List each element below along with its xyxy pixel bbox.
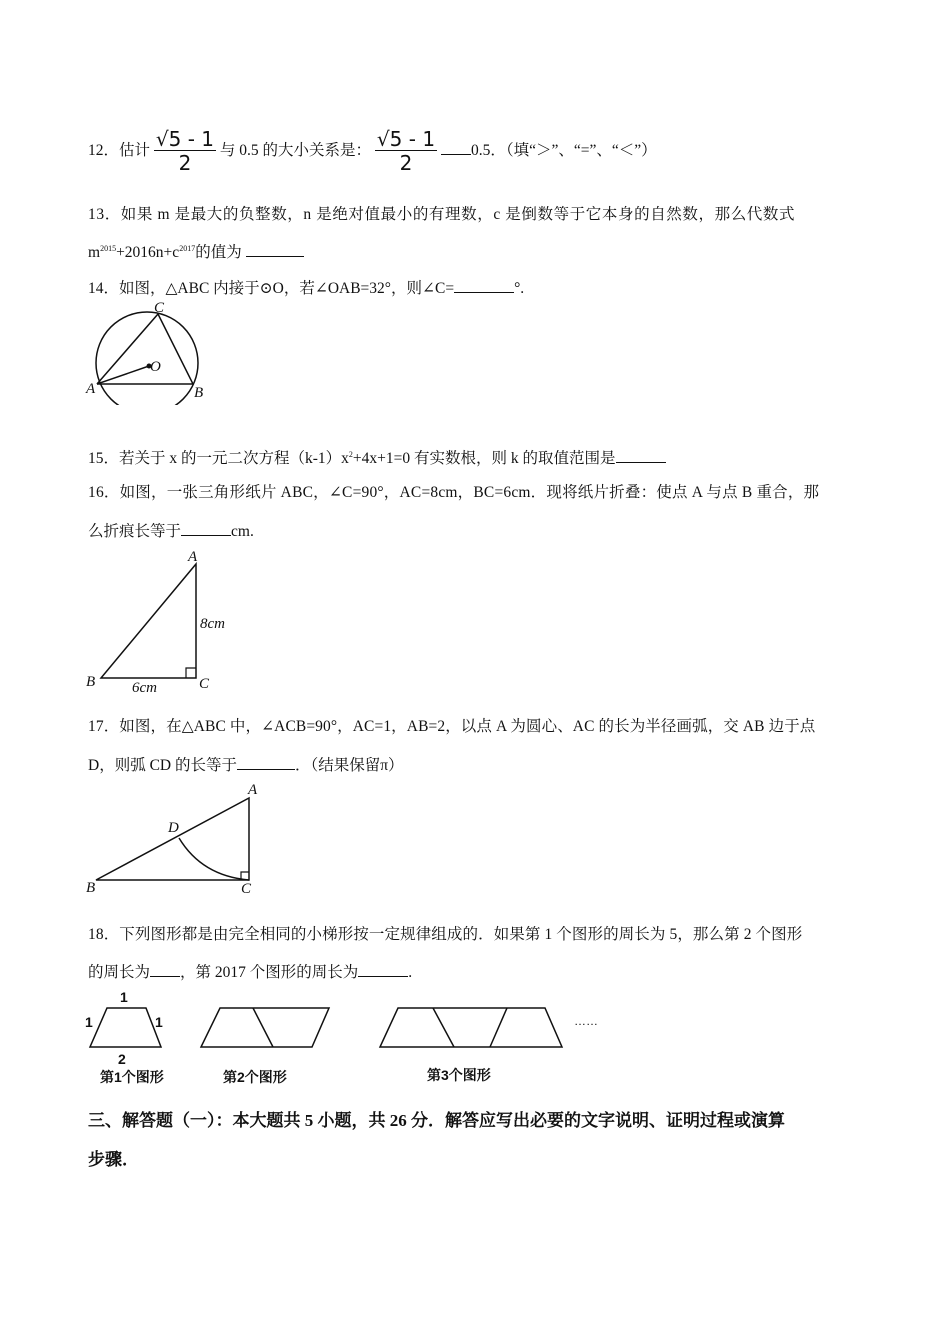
divider-line [253,1008,273,1047]
triangle-abc [96,798,249,880]
label-b: B [194,385,204,401]
label-a: A [248,782,258,798]
divider-line [433,1008,454,1047]
label-b: B [86,880,96,896]
section-3-heading-line-2 [88,1145,139,1170]
q15-text: 15．若关于 x 的一元二次方程（k-1）x [88,450,349,467]
q13-text: 13．如果 m 是最大的负整数，n 是绝对值最小的有理数，c 是倒数等于它本身的自然数，那么代数式 [88,206,796,223]
answer-blank[interactable] [454,278,514,293]
question-18-line-2 [88,960,412,982]
q15-exponent: 2 [348,450,353,459]
question-17-line-1 [88,714,815,736]
q12-prefix: 12．估计 [88,142,151,160]
caption-figure-2: 第2个图形 [223,1069,287,1085]
q14-text-after: °. [514,280,525,297]
q12-frac2-denominator: 2 [399,151,413,175]
figure-16-triangle [82,545,242,695]
caption-figure-1: 第1个图形 [100,1069,164,1085]
section-3-heading-line-1 [88,1106,785,1131]
sqrt-symbol-icon: √ [376,127,390,151]
answer-blank[interactable] [237,755,295,770]
q17-text-after: ．（结果保留π） [294,757,404,774]
answer-blank[interactable] [358,962,408,977]
answer-blank[interactable] [246,242,304,257]
q13-exponent-1: 2015 [100,244,117,253]
figure-17-triangle-arc [82,778,272,898]
q12-frac2-numerator: 5 - 1 [389,127,436,151]
q12-fraction-1 [154,128,216,175]
label-left-length: 1 [85,1014,93,1030]
figure-18-trapezoids [80,985,640,1095]
question-16-line-2 [88,519,254,541]
sqrt-symbol-icon: √ [155,127,169,151]
q18-text-c: . [408,964,413,981]
q12-after: 0.5．（填“＞”、“=”、“＜”） [470,142,657,160]
question-16-line-1 [88,480,819,502]
q16-text-after: cm. [231,523,254,540]
answer-blank[interactable] [150,962,180,977]
label-c: C [154,300,165,316]
answer-blank[interactable] [616,448,666,463]
q18-text: 18．下列图形都是由完全相同的小梯形按一定规律组成的．如果第 1 个图形的周长为 5，那么第 2 个图形 [88,926,803,943]
q16-text: 16．如图，一张三角形纸片 ABC，∠C=90°，AC=8cm，BC=6cm．现将纸片折叠：使点 A 与点 B 重合，那 [88,484,820,501]
q18-text-a: 的周长为 [88,964,151,981]
divider-line [490,1008,507,1047]
label-c: C [199,676,210,692]
figure-14-circle [82,300,212,405]
right-angle-mark [186,668,196,678]
label-c: C [241,881,252,897]
label-a: A [86,381,96,397]
q12-fraction-2 [375,128,437,175]
q16-text-2: 么折痕长等于 [88,523,182,540]
label-ac-length: 8cm [200,616,225,632]
answer-blank[interactable] [181,521,231,536]
question-15 [88,446,666,468]
q18-text-b: ，第 2017 个图形的周长为 [180,964,359,981]
shape-figure-2 [201,1008,329,1047]
q13-tail: 的值为 [195,244,242,261]
section-3-text: 三、解答题（一）：本大题共 5 小题，共 26 分．解答应写出必要的文字说明、证明过程或演算 [88,1111,785,1130]
question-13-line-2 [88,240,304,262]
q17-text: 17．如图，在△ABC 中，∠ACB=90°，AC=1，AB=2，以点 A 为圆心、AC 的长为半径画弧，交 AB 边于点 [88,718,816,735]
label-bottom-length: 2 [118,1051,126,1067]
label-o: O [150,359,161,375]
label-top-length: 1 [120,989,128,1005]
q15-text-after: +4x+1=0 有实数根，则 k 的取值范围是 [352,450,616,467]
label-d: D [168,820,179,836]
q17-text-2: D，则弧 CD 的长等于 [88,757,237,774]
question-17-line-2 [88,753,404,775]
shape-figure-3 [380,1008,562,1047]
q12-frac1-numerator: 5 - 1 [168,127,215,151]
q13-m: m [88,244,101,261]
caption-figure-3: 第3个图形 [427,1067,491,1083]
triangle-abc [97,314,193,384]
q12-frac1-denominator: 2 [178,151,192,175]
q13-exponent-2: 2017 [179,244,196,253]
triangle-abc [101,564,196,678]
answer-blank[interactable] [441,140,471,155]
q14-text: 14．如图，△ABC 内接于⊙O，若∠OAB=32°，则∠C= [88,280,455,297]
q13-mid: +2016n+c [116,244,180,261]
q12-middle: 与 0.5 的大小关系是： [219,142,372,160]
question-14 [88,276,524,298]
question-18-line-1 [88,922,802,944]
section-3-text-2: 步骤． [88,1150,139,1169]
question-12 [88,128,657,175]
trapezoid-1 [90,1008,161,1047]
question-13-line-1 [88,202,795,224]
label-right-length: 1 [155,1014,163,1030]
label-b: B [86,674,96,690]
arc-cd [179,838,249,880]
label-bc-length: 6cm [132,680,157,695]
label-a: A [188,549,198,565]
ellipsis-dots: …… [574,1014,598,1028]
